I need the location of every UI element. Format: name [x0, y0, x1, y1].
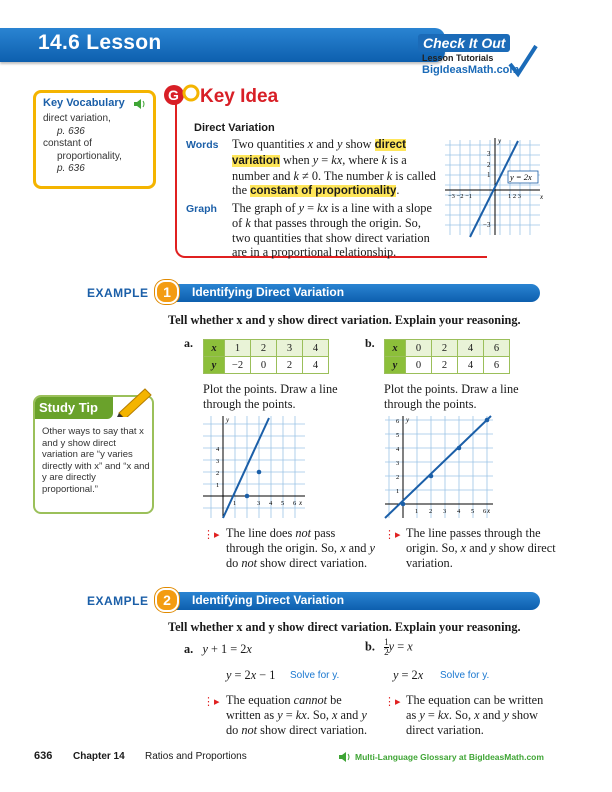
svg-text:1: 1: [396, 488, 400, 495]
result-arrow-icon: ⋮▸: [203, 695, 220, 708]
speaker-icon[interactable]: [338, 751, 352, 763]
page-number: 636: [34, 750, 53, 762]
badge-subtitle: Lesson Tutorials: [422, 53, 494, 63]
ex2-part-b: b. $\frac{1}{2}y = x$: [365, 637, 413, 657]
part-a-plot-text: Plot the points. Draw a line through the points.: [203, 382, 338, 411]
glossary-link[interactable]: Multi-Language Glossary at BigIdeasMath.com: [355, 752, 544, 762]
svg-text:1: 1: [415, 508, 419, 515]
svg-text:2: 2: [487, 161, 491, 169]
svg-text:6: 6: [483, 508, 487, 515]
svg-text:4: 4: [396, 446, 400, 453]
svg-text:G: G: [168, 87, 179, 103]
chapter-title: Ratios and Proportions: [145, 751, 247, 762]
svg-text:3: 3: [216, 458, 220, 465]
direct-variation-heading: Direct Variation: [194, 122, 275, 134]
ex2-part-b-step: y = 2x: [393, 668, 424, 682]
key-idea-graph: [440, 135, 550, 240]
result-arrow-icon: ⋮▸: [203, 528, 220, 541]
svg-text:2: 2: [216, 470, 220, 477]
study-tip-box: [33, 395, 154, 514]
study-tip-title: Study Tip: [39, 400, 98, 415]
svg-text:3: 3: [396, 460, 400, 467]
svg-text:3: 3: [487, 150, 491, 158]
svg-text:4: 4: [216, 446, 220, 453]
vocab-term[interactable]: direct variation,: [43, 113, 111, 124]
svg-text:3: 3: [257, 500, 261, 507]
solve-note-b: Solve for y.: [440, 670, 490, 681]
svg-text:5: 5: [281, 500, 285, 507]
svg-text:1 2 3: 1 2 3: [508, 193, 521, 200]
svg-text:y: y: [406, 416, 410, 424]
graph-label: Graph: [186, 203, 217, 215]
svg-text:4: 4: [269, 500, 273, 507]
speaker-icon[interactable]: [133, 98, 147, 110]
svg-text:x: x: [540, 193, 544, 201]
svg-text:y: y: [498, 137, 502, 145]
svg-text:5: 5: [471, 508, 475, 515]
graph-description: The graph of y = kx is a line with a slope of k that passes through the origin. So, two quantities that show direct variation are in a proportional relationship.: [232, 201, 432, 260]
example-1-title: Identifying Direct Variation: [192, 285, 345, 299]
go-icon: [163, 84, 201, 106]
table-a: x 1 2 3 4 y −2 0 2 4: [203, 339, 329, 374]
example-2-number: 2: [155, 588, 179, 612]
svg-text:6: 6: [396, 418, 400, 425]
key-idea-title: Key Idea: [200, 86, 279, 107]
ex2-part-b-conclusion: The equation can be written as y = kx. So, x and y show direct variation.: [406, 693, 544, 737]
ex2-part-a-step: y = 2x − 1: [226, 668, 276, 682]
part-a-conclusion: The line does not pass through the origin. So, x and y do not show direct variation.: [226, 526, 375, 570]
vocab-page: p. 636: [57, 125, 85, 137]
svg-text:2: 2: [396, 474, 400, 481]
vocab-page: p. 636: [57, 163, 85, 174]
part-b-label: b.: [365, 336, 375, 350]
example-1-label: EXAMPLE: [87, 286, 149, 300]
part-b-plot-text: Plot the points. Draw a line through the points.: [384, 382, 519, 411]
part-b-conclusion: The line passes through the origin. So, x and y show direct variation.: [406, 526, 556, 570]
graph-line-label: y = 2x: [510, 172, 532, 182]
badge-title: Check It Out: [418, 34, 510, 52]
words-definition: Two quantities x and y show direct variation when y = kx, where k is a number and k ≠ 0. The number k is called the constant of proportionality.: [232, 137, 436, 198]
svg-text:2: 2: [429, 508, 433, 515]
solve-note-a: Solve for y.: [290, 670, 340, 681]
vocab-title: Key Vocabulary: [43, 97, 125, 109]
result-arrow-icon: ⋮▸: [384, 528, 401, 541]
checkmark-icon: [508, 44, 538, 78]
ex2-part-a: a. y + 1 = 2x: [184, 642, 252, 656]
key-vocabulary-box: [33, 90, 156, 189]
part-a-label: a.: [184, 336, 193, 350]
svg-text:y: y: [226, 416, 230, 424]
svg-text:−3 −2 −1: −3 −2 −1: [448, 193, 472, 200]
pencil-icon: [115, 385, 155, 417]
svg-text:3: 3: [443, 508, 447, 515]
example-2-title: Identifying Direct Variation: [192, 593, 345, 607]
svg-text:−3: −3: [483, 221, 491, 229]
graph-b: [383, 414, 495, 520]
study-tip-text: Other ways to say that x and y show direct variation are “y varies directly with x” and “x and y are directly proportional.”: [42, 426, 150, 495]
vocab-list: [43, 113, 122, 176]
example-2-label: EXAMPLE: [87, 594, 149, 608]
study-tip-header: [35, 397, 113, 419]
check-it-out-badge[interactable]: [408, 34, 538, 82]
badge-url: BigIdeasMath.com: [422, 64, 520, 76]
example-1-instruction: Tell whether x and y show direct variation. Explain your reasoning.: [168, 313, 521, 327]
svg-text:1: 1: [216, 482, 220, 489]
svg-text:x: x: [487, 507, 491, 515]
words-label: Words: [186, 139, 219, 151]
vocab-term[interactable]: proportionality,: [57, 150, 122, 162]
svg-text:6: 6: [293, 500, 297, 507]
svg-text:5: 5: [396, 432, 400, 439]
example-2-instruction: Tell whether x and y show direct variation. Explain your reasoning.: [168, 620, 521, 634]
table-b: x 0 2 4 6 y 0 2 4 6: [384, 339, 510, 374]
svg-text:x: x: [299, 499, 303, 507]
chapter-number: Chapter 14: [73, 751, 125, 762]
svg-text:4: 4: [457, 508, 461, 515]
lesson-title: 14.6 Lesson: [38, 31, 162, 54]
example-1-number: 1: [155, 280, 179, 304]
svg-text:1: 1: [233, 500, 237, 507]
result-arrow-icon: ⋮▸: [384, 695, 401, 708]
svg-text:1: 1: [487, 171, 491, 179]
ex2-part-a-conclusion: The equation cannot be written as y = kx. So, x and y do not show direct variation.: [226, 693, 368, 737]
graph-a: [201, 414, 309, 520]
vocab-term[interactable]: constant of: [43, 138, 92, 149]
